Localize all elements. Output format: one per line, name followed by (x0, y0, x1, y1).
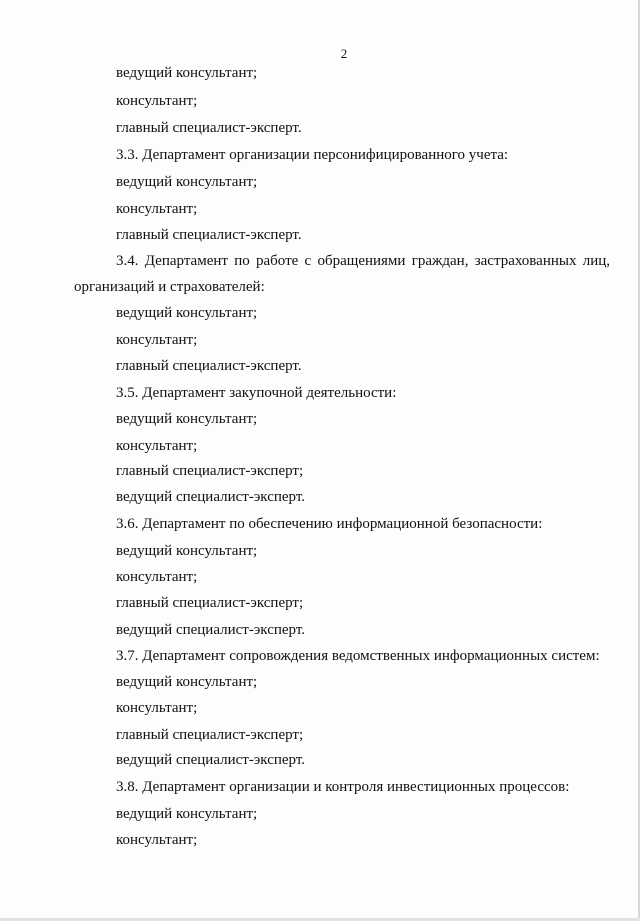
section-heading-3-3: 3.3. Департамент организации персонифицированного учета: (116, 147, 509, 163)
list-item: ведущий консультант; (116, 305, 258, 321)
section-heading-3-6: 3.6. Департамент по обеспечению информационной безопасности: (116, 516, 543, 532)
list-item: ведущий консультант; (116, 674, 258, 690)
list-item: консультант; (116, 700, 198, 716)
list-item: ведущий консультант; (116, 174, 258, 190)
list-item: ведущий специалист-эксперт. (116, 622, 306, 638)
section-heading-3-8: 3.8. Департамент организации и контроля инвестиционных процессов: (116, 779, 570, 795)
list-item: главный специалист-эксперт. (116, 120, 302, 136)
page-number: 2 (340, 46, 348, 61)
list-item: консультант; (116, 438, 198, 454)
list-item: консультант; (116, 201, 198, 217)
list-item: консультант; (116, 332, 198, 348)
list-item: консультант; (116, 93, 198, 109)
section-heading-3-4: 3.4. Департамент по работе с обращениями граждан, застрахованных лиц, (116, 253, 610, 269)
list-item: главный специалист-эксперт; (116, 595, 304, 611)
list-item: ведущий консультант; (116, 543, 258, 559)
list-item: консультант; (116, 832, 198, 848)
list-item: консультант; (116, 569, 198, 585)
section-heading-3-5: 3.5. Департамент закупочной деятельности: (116, 385, 397, 401)
list-item: главный специалист-эксперт; (116, 463, 304, 479)
list-item: ведущий специалист-эксперт. (116, 752, 306, 768)
list-item: ведущий специалист-эксперт. (116, 489, 306, 505)
section-heading-3-7: 3.7. Департамент сопровождения ведомственных информационных систем: (116, 648, 600, 664)
list-item: главный специалист-эксперт. (116, 227, 302, 243)
list-item: главный специалист-эксперт; (116, 727, 304, 743)
list-item: главный специалист-эксперт. (116, 358, 302, 374)
list-item: ведущий консультант; (116, 411, 258, 427)
list-item: ведущий консультант; (116, 65, 258, 81)
section-heading-3-4-continuation: организаций и страхователей: (74, 279, 265, 295)
list-item: ведущий консультант; (116, 806, 258, 822)
